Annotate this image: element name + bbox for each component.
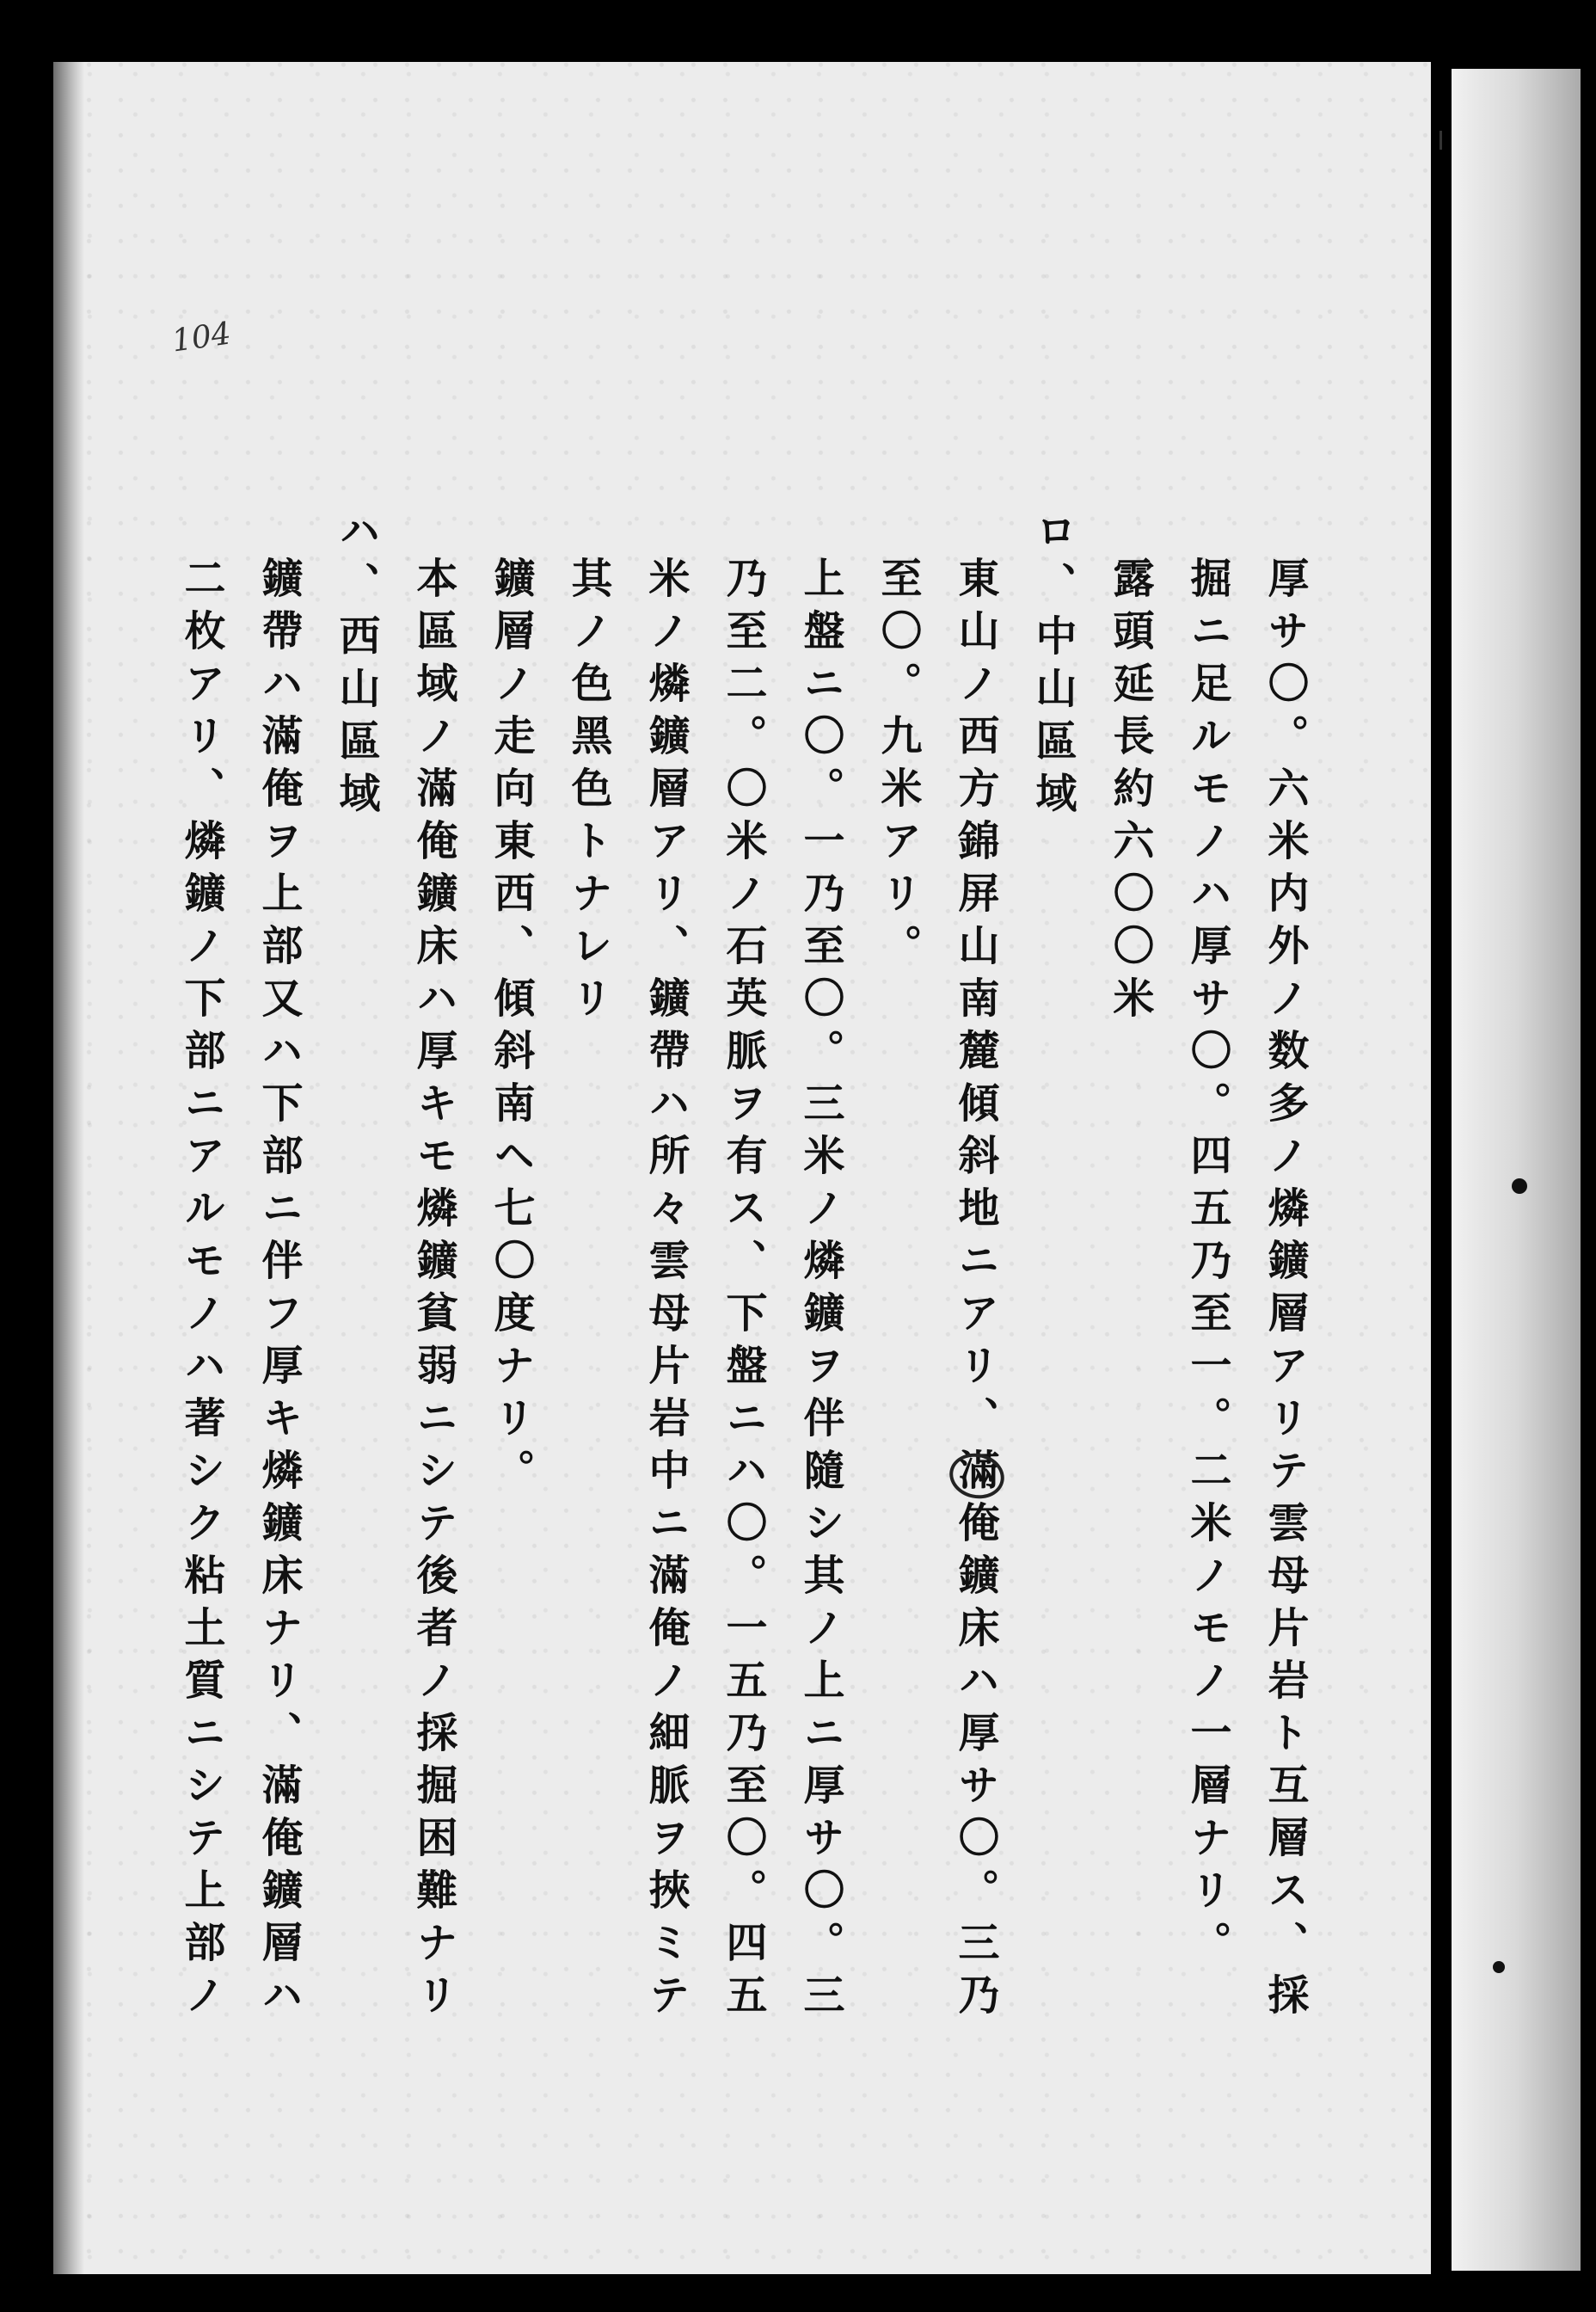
text-column: 至〇。九米アリ。 (874, 556, 922, 976)
text-column: 二枚アリ、燐鑛ノ下部ニアルモノハ著シク粘土質ニシテ上部ノ (177, 556, 225, 2026)
ink-mark (1493, 1961, 1505, 1973)
margin-mark (1439, 131, 1442, 150)
text-column: 本區域ノ滿俺鑛床ハ厚キモ燐鑛貧弱ニシテ後者ノ採掘困難ナリ (409, 556, 457, 2026)
text-column: 上盤ニ〇。一乃至〇。三米ノ燐鑛ヲ伴隨シ其ノ上ニ厚サ〇。三 (796, 556, 844, 2026)
adjacent-page-edge (1452, 69, 1581, 2271)
text-column: 掘ニ足ルモノハ厚サ〇。四五乃至一。二米ノモノ一層ナリ。 (1183, 556, 1231, 1973)
section-heading: ロ、中山區域 (1028, 509, 1077, 824)
text-column: 米ノ燐鑛層アリ、鑛帶ハ所々雲母片岩中ニ滿俺ノ細脈ヲ挾ミテ (641, 556, 690, 2026)
text-column: 露頭延長約六〇〇米 (1106, 556, 1154, 1029)
text-column: 鑛層ノ走向東西、傾斜南ヘ七〇度ナリ。 (487, 556, 535, 1501)
text-column: 其ノ色黑色トナレリ (564, 556, 612, 1029)
page-gutter-shadow (53, 62, 84, 2274)
ink-mark (1512, 1178, 1527, 1194)
book-page (53, 62, 1431, 2274)
page-number: 104 (169, 316, 234, 360)
text-column: 乃至二。〇米ノ石英脈ヲ有ス、下盤ニハ〇。一五乃至〇。四五 (719, 556, 767, 2026)
text-column: 東山ノ西方錦屏山南麓傾斜地ニアリ、滿俺鑛床ハ厚サ〇。三乃 (951, 556, 999, 2026)
text-column: 鑛帶ハ滿俺ヲ上部又ハ下部ニ伴フ厚キ燐鑛床ナリ、滿俺鑛層ハ (255, 556, 303, 2026)
text-column: 厚サ〇。六米内外ノ数多ノ燐鑛層アリテ雲母片岩ト互層ス、採 (1261, 556, 1309, 2026)
section-heading: ハ、西山區域 (332, 509, 380, 824)
